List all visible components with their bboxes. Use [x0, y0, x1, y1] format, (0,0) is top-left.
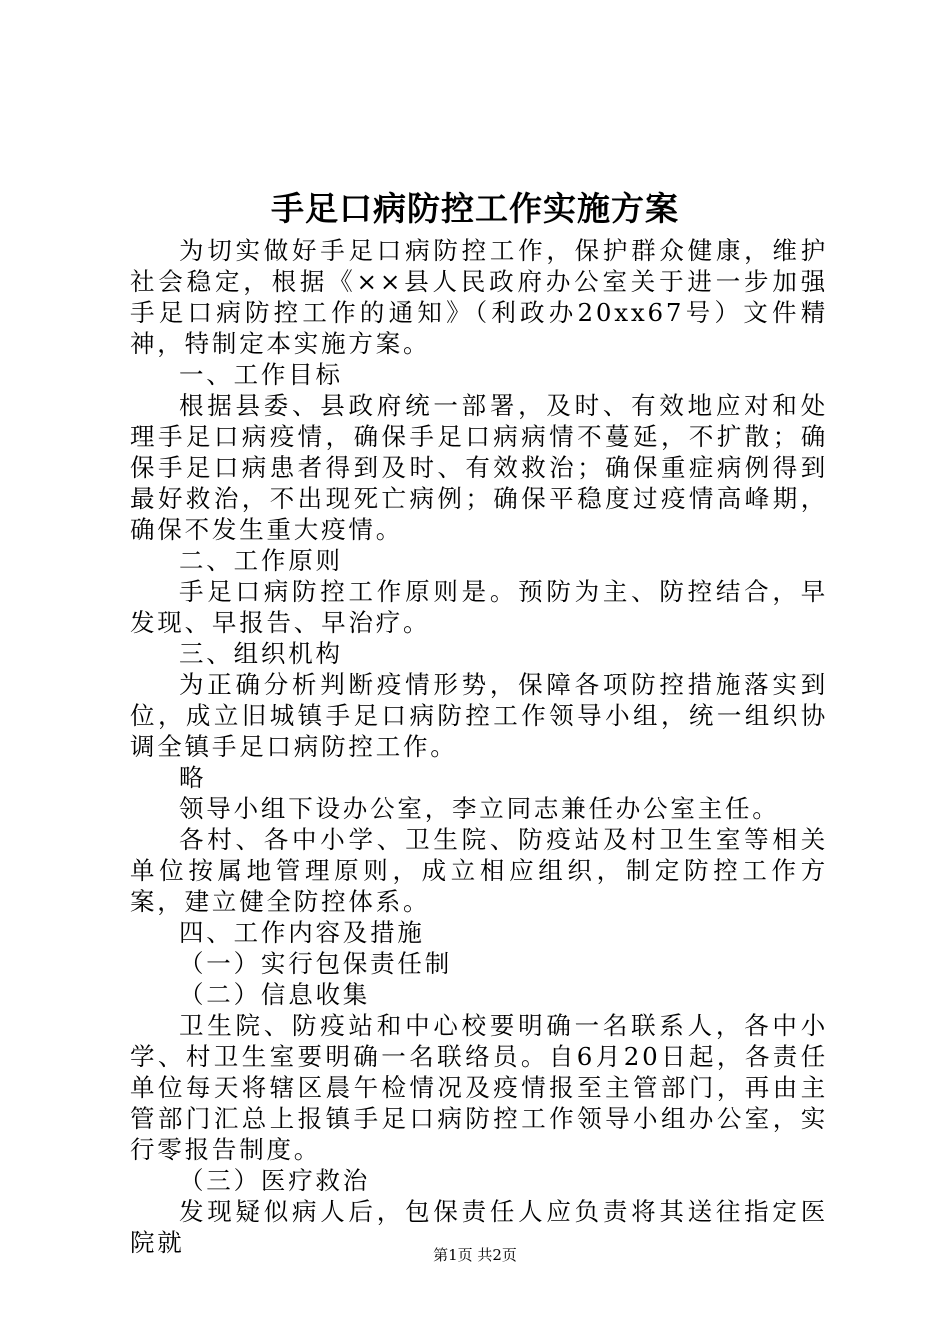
subheading-information: （二）信息收集	[179, 980, 371, 1009]
document-body	[130, 235, 828, 1258]
page-footer: 第1页 共2页	[433, 1246, 517, 1264]
subheading-treatment: （三）医疗救治	[179, 1166, 371, 1195]
paragraph-principles: 手足口病防控工作原则是。预防为主、防控结合，早发现、早报告、早治疗。	[130, 577, 828, 637]
section-heading-principles: 二、工作原则	[179, 546, 343, 575]
subheading-responsibility: （一）实行包保责任制	[179, 949, 452, 978]
paragraph-information: 卫生院、防疫站和中心校要明确一名联系人，各中小学、村卫生室要明确一名联络员。自6月20日起，各责任单位每天将辖区晨午检情况及疫情报至主管部门，再由主管部门汇总上报镇手足口病防控工作领导小组办公室，实行零报告制度。	[130, 1011, 828, 1164]
paragraph-intro: 为切实做好手足口病防控工作，保护群众健康，维护社会稳定，根据《××县人民政府办公室关于进一步加强手足口病防控工作的通知》（利政办20xx67号）文件精神，特制定本实施方案。	[130, 236, 828, 358]
paragraph-organization: 为正确分析判断疫情形势，保障各项防控措施落实到位，成立旧城镇手足口病防控工作领导小组，统一组织协调全镇手足口病防控工作。	[130, 670, 828, 761]
document-title: 手足口病防控工作实施方案	[271, 189, 679, 228]
paragraph-treatment: 发现疑似病人后，包保责任人应负责将其送往指定医院就	[130, 1197, 828, 1257]
paragraph-goals: 根据县委、县政府统一部署，及时、有效地应对和处理手足口病疫情，确保手足口病病情不蔓延，不扩散；确保手足口病患者得到及时、有效救治；确保重症病例得到最好救治，不出现死亡病例；确保平稳度过疫情高峰期，确保不发生重大疫情。	[130, 391, 828, 544]
paragraph-office: 领导小组下设办公室，李立同志兼任办公室主任。	[179, 794, 780, 823]
section-heading-measures: 四、工作内容及措施	[179, 918, 425, 947]
section-heading-goals: 一、工作目标	[179, 360, 343, 389]
paragraph-omitted: 略	[179, 763, 207, 792]
section-heading-organization: 三、组织机构	[179, 639, 343, 668]
paragraph-units: 各村、各中小学、卫生院、防疫站及村卫生室等相关单位按属地管理原则，成立相应组织，制定防控工作方案，建立健全防控体系。	[130, 825, 828, 916]
